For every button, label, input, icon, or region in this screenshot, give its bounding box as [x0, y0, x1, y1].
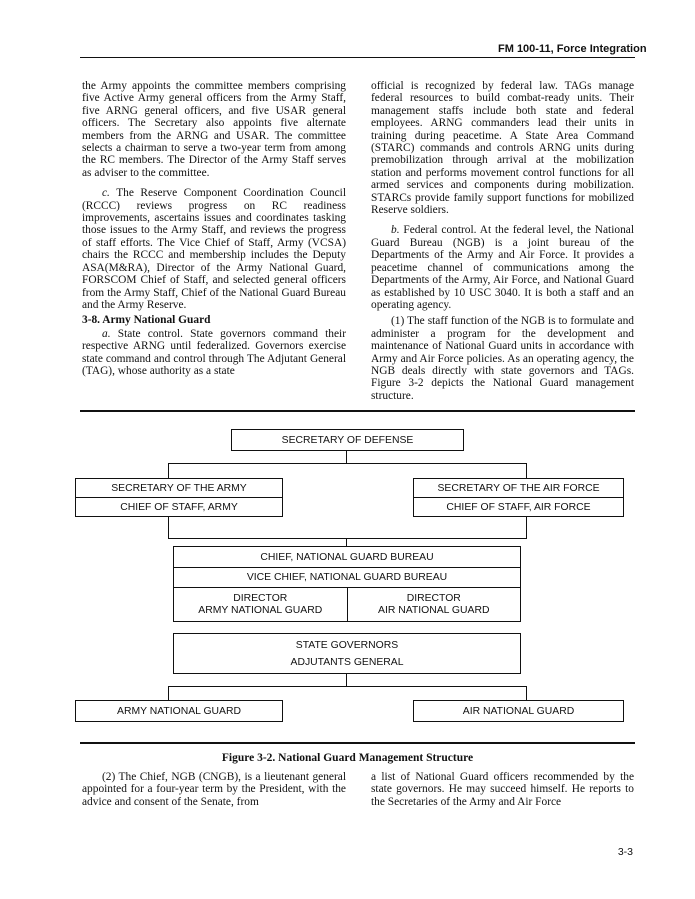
connector: [168, 538, 527, 539]
right-paragraph-2: [371, 224, 634, 311]
connector: [526, 516, 527, 539]
director-arng-cell: [174, 588, 348, 621]
right-column: [371, 80, 634, 402]
director-arng-org: ARMY NATIONAL GUARD: [198, 604, 323, 616]
figure-caption: Figure 3-2. National Guard Management Structure: [221, 752, 474, 764]
connector: [346, 450, 347, 464]
federal-control-text: Federal control. At the federal level, the National Guard Bureau (NGB) is a joint bureau of the Departments of the Army and Air Force. It provides a peacetime channel of communications among the Departments of the Army, Air Force, and National Guard as established by 10 USC 3040. It is both a staff and an operating agency.: [371, 224, 634, 311]
cos-af-label: CHIEF OF STAFF, AIR FORCE: [446, 501, 591, 513]
director-ang-cell: [348, 588, 521, 621]
connector: [526, 463, 527, 479]
header-rule: [80, 57, 635, 58]
connector: [168, 516, 169, 539]
connector: [526, 686, 527, 701]
governors-label: STATE GOVERNORS: [295, 639, 399, 651]
chief-ngb-label: CHIEF, NATIONAL GUARD BUREAU: [174, 547, 520, 568]
right-paragraph-3: (1) The staff function of the NGB is to formulate and administer a program for the development and maintenance of National Guard units in accordance with Army and Air Force policies. As an operating agency, the NGB deals directly with state governors and TAGs. Figure 3-2 depicts the National Guard management structure.: [371, 315, 634, 402]
cngb-continued: a list of National Guard officers recommended by the state governors. He may succeed himself. He reports to the Secretaries of the Army and Air Force: [371, 771, 634, 808]
ang-box: [413, 700, 624, 722]
item-label-c: c.: [102, 187, 110, 200]
state-control-text: State control. State governors command their respective ARNG until federalized. Governors exercise state command and control through The Adjutant General (TAG), whose authority as a state: [82, 327, 346, 377]
cos-army-label: CHIEF OF STAFF, ARMY: [120, 501, 238, 513]
item-label-b: b.: [391, 224, 400, 237]
director-arng-title: DIRECTOR: [233, 592, 288, 604]
af-secretariat-box: [413, 478, 624, 517]
section-heading: 3-8. Army National Guard: [82, 314, 211, 327]
arng-box: [75, 700, 283, 722]
left-paragraph-3: [82, 328, 346, 378]
sec-af-label: SECRETARY OF THE AIR FORCE: [414, 479, 623, 498]
figure-bottom-rule: [80, 742, 635, 744]
director-ang-org: AIR NATIONAL GUARD: [378, 604, 490, 616]
connector: [346, 673, 347, 687]
ang-label: AIR NATIONAL GUARD: [462, 705, 575, 717]
right-paragraph-1: official is recognized by federal law. TAGs manage federal resources to build combat-ready units. Their management staffs include both state and federal employees. ARNG commanders lead their units in training during peacetime. A State Area Command (STARC) commands and controls ARNG units during premobilization through arrival at the mobilization station and performs movement control functions for all armed services and components during mobilization. STARCs provide family support functions for mobilized Reserve soldiers.: [371, 80, 634, 217]
rccc-text: The Reserve Component Coordination Council (RCCC) reviews progress on RC readiness improvements, ascertains issues and coordinates tasking those issues to the Army Staff, and reviews the progress of staff efforts. The Vice Chief of Staff, Army (VCSA) chairs the RCCC and membership includes the Deputy ASA(M&RA), Director of the Army National Guard, FORSCOM Chief of Staff, and selected general officers from the Army Staff, Chief of the National Guard Bureau and the Army Reserve.: [82, 187, 346, 311]
left-paragraph-1: the Army appoints the committee members comprising five Active Army general officers from the Army Staff, five ARNG general officers, and five USAR general officers. The Secretary also appoints five alternate members from the ARNG and USAR. The committee selects a chairman to serve a two-year term from among the RC members. The Director of the Army Staff serves as adviser to the committee.: [82, 80, 346, 179]
connector: [168, 463, 169, 479]
figure-top-rule: [80, 410, 635, 412]
sec-army-label: SECRETARY OF THE ARMY: [76, 479, 282, 498]
connector: [168, 686, 527, 687]
connector: [168, 686, 169, 701]
secdef-label: SECRETARY OF DEFENSE: [281, 434, 414, 446]
bottom-right-column: [371, 771, 634, 808]
left-column: [82, 80, 346, 377]
bottom-left-column: [82, 771, 346, 808]
vice-ngb-label: VICE CHIEF, NATIONAL GUARD BUREAU: [174, 568, 520, 588]
running-header: FM 100-11, Force Integration: [498, 43, 647, 55]
left-paragraph-2: [82, 187, 346, 311]
director-ang-title: DIRECTOR: [406, 592, 461, 604]
adjutants-label: ADJUTANTS GENERAL: [290, 656, 404, 668]
item-label-a: a.: [102, 327, 111, 340]
army-secretariat-box: [75, 478, 283, 517]
ngb-box: [173, 546, 521, 622]
arng-label: ARMY NATIONAL GUARD: [117, 705, 241, 717]
secdef-box: [231, 429, 464, 451]
cngb-paragraph: (2) The Chief, NGB (CNGB), is a lieutenant general appointed for a four-year term by the President, with the advice and consent of the Senate, from: [82, 771, 346, 808]
connector: [168, 463, 527, 464]
page-number: 3-3: [617, 846, 633, 858]
governors-box: [173, 633, 521, 674]
